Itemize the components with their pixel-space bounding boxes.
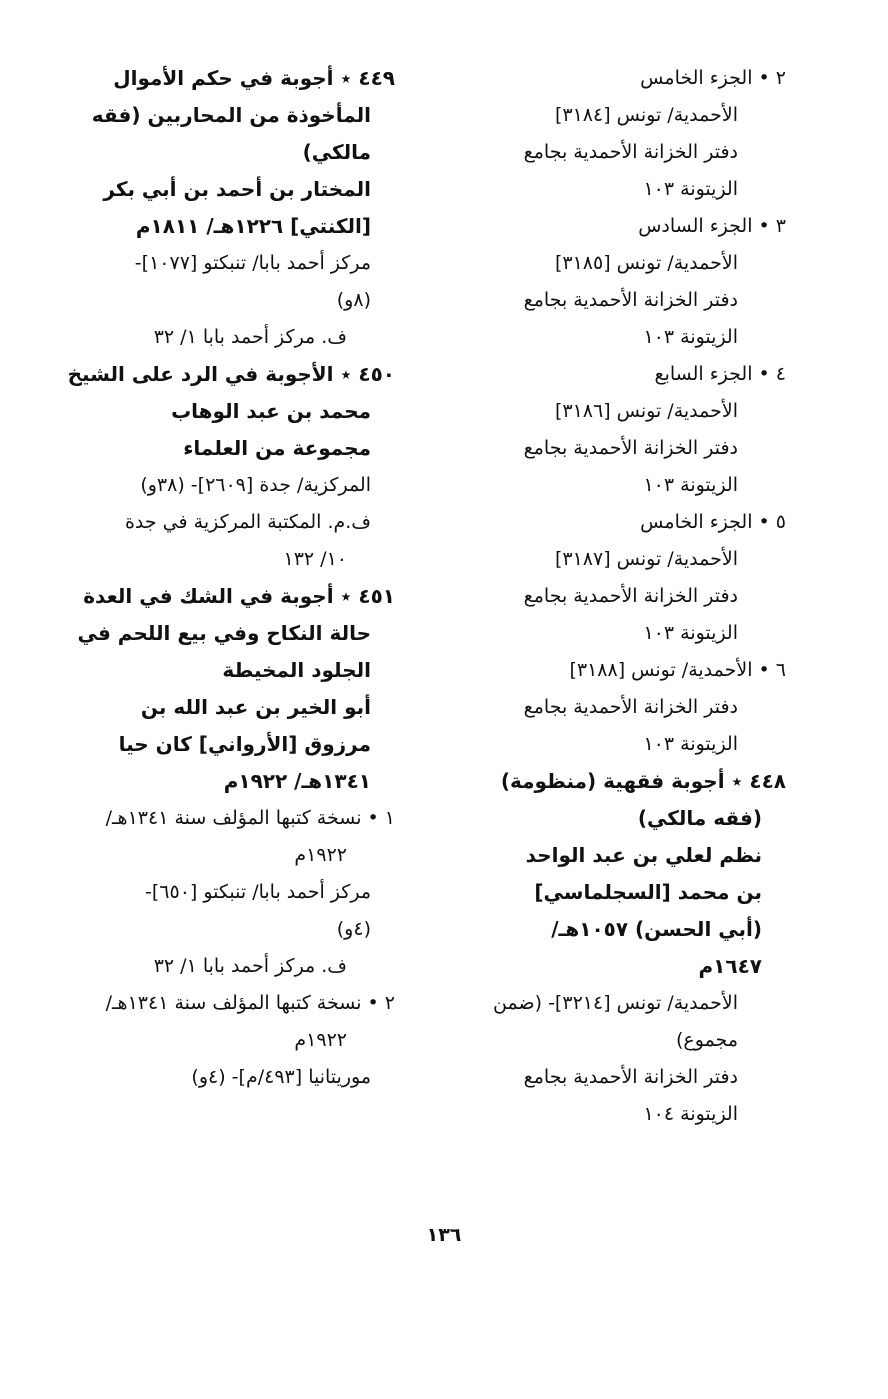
entry-heading-line: ١٣٤١هـ/ ١٩٢٢م [223, 769, 371, 793]
entry-detail-line: ف.م. المكتبة المركزية في جدة [124, 511, 371, 533]
entry-heading-line: ١٦٤٧م [698, 954, 762, 978]
entry-heading-line: المختار بن أحمد بن أبي بكر [103, 177, 371, 201]
entry-detail-line: الزيتونة ١٠٣ [643, 474, 738, 496]
entry-detail-line: الأحمدية/ تونس [٣١٨٤] [554, 104, 738, 126]
entry-detail-line: ١٠/ ١٣٢ [283, 548, 347, 570]
entry-detail-line: مركز أحمد بابا/ تنبكتو [٦٥٠]- [145, 881, 371, 903]
entry-heading-line: محمد بن عبد الوهاب [171, 399, 371, 423]
right-column [446, 60, 786, 1133]
entry-detail-line: ٢ • الجزء الخامس [640, 67, 786, 89]
entry-detail-line: ١٩٢٢م [294, 1029, 347, 1051]
entry-heading-line: بن محمد [السجلماسي] [534, 880, 762, 904]
entry-detail-line: مركز أحمد بابا/ تنبكتو [١٠٧٧]- [134, 252, 371, 274]
entry-detail-line: دفتر الخزانة الأحمدية بجامع [523, 585, 738, 607]
entry-detail-line: ٦ • الأحمدية/ تونس [٣١٨٨] [569, 659, 786, 681]
entry-detail-line: ٥ • الجزء الخامس [640, 511, 786, 533]
entry-detail-line: (٤و) [336, 918, 371, 940]
entry-detail-line: المركزية/ جدة [٢٦٠٩]- (٣٨و) [140, 474, 371, 496]
entry-heading-line: المأخوذة من المحاربين (فقه [91, 103, 371, 127]
entry-detail-line: مجموع) [676, 1029, 738, 1051]
entry-detail-line: ف. مركز أحمد بابا ١/ ٣٢ [153, 955, 347, 977]
entry-detail-line: دفتر الخزانة الأحمدية بجامع [523, 141, 738, 163]
entry-detail-line: الزيتونة ١٠٤ [643, 1103, 738, 1125]
entry-detail-line: الأحمدية/ تونس [٣٢١٤]- (ضمن [493, 992, 738, 1014]
entry-detail-line: ١٩٢٢م [294, 844, 347, 866]
entry-heading-line: الجلود المخيطة [222, 658, 371, 682]
entry-detail-line: ٣ • الجزء السادس [638, 215, 786, 237]
entry-detail-line: ٤ • الجزء السابع [654, 363, 786, 385]
entry-heading-line: ٤٥١ ٭ أجوبة في الشك في العدة [83, 584, 395, 608]
entry-detail-line: ف. مركز أحمد بابا ١/ ٣٢ [153, 326, 347, 348]
entry-detail-line: الزيتونة ١٠٣ [643, 178, 738, 200]
entry-heading-line: نظم لعلي بن عبد الواحد [525, 843, 762, 867]
entry-heading-line: (أبي الحسن) ١٠٥٧هـ/ [551, 917, 762, 941]
entry-heading-line: ٤٤٨ ٭ أجوبة فقهية (منظومة) [500, 769, 786, 793]
entry-detail-line: ٢ • نسخة كتبها المؤلف سنة ١٣٤١هـ/ [105, 992, 395, 1014]
entry-detail-line: الأحمدية/ تونس [٣١٨٦] [554, 400, 738, 422]
entry-heading-line: مرزوق [الأرواني] كان حيا [118, 732, 371, 756]
entry-detail-line: دفتر الخزانة الأحمدية بجامع [523, 696, 738, 718]
entry-heading-line: ٤٤٩ ٭ أجوبة في حكم الأموال [113, 66, 395, 90]
entry-detail-line: الزيتونة ١٠٣ [643, 733, 738, 755]
entry-detail-line: دفتر الخزانة الأحمدية بجامع [523, 289, 738, 311]
entry-heading-line: حالة النكاح وفي بيع اللحم في [77, 621, 371, 645]
entry-heading-line: أبو الخير بن عبد الله بن [140, 695, 371, 719]
entry-detail-line: الأحمدية/ تونس [٣١٨٧] [554, 548, 738, 570]
entry-detail-line: موريتانيا [٤٩٣/م]- (٤و) [191, 1066, 371, 1088]
entry-heading-line: مجموعة من العلماء [183, 436, 371, 460]
entry-heading-line: (فقه مالكي) [637, 806, 762, 830]
entry-heading-line: [الكنتي] ١٢٢٦هـ/ ١٨١١م [135, 214, 371, 238]
entry-heading-line: ٤٥٠ ٭ الأجوبة في الرد على الشيخ [67, 362, 395, 386]
entry-detail-line: دفتر الخزانة الأحمدية بجامع [523, 1066, 738, 1088]
entry-detail-line: ١ • نسخة كتبها المؤلف سنة ١٣٤١هـ/ [105, 807, 395, 829]
entry-detail-line: الزيتونة ١٠٣ [643, 622, 738, 644]
entry-detail-line: الزيتونة ١٠٣ [643, 326, 738, 348]
entry-detail-line: الأحمدية/ تونس [٣١٨٥] [554, 252, 738, 274]
entry-detail-line: (٨و) [336, 289, 371, 311]
left-column [45, 60, 395, 1096]
entry-heading-line: مالكي) [302, 140, 371, 164]
page-number: ١٣٦ [426, 1224, 462, 1246]
entry-detail-line: دفتر الخزانة الأحمدية بجامع [523, 437, 738, 459]
